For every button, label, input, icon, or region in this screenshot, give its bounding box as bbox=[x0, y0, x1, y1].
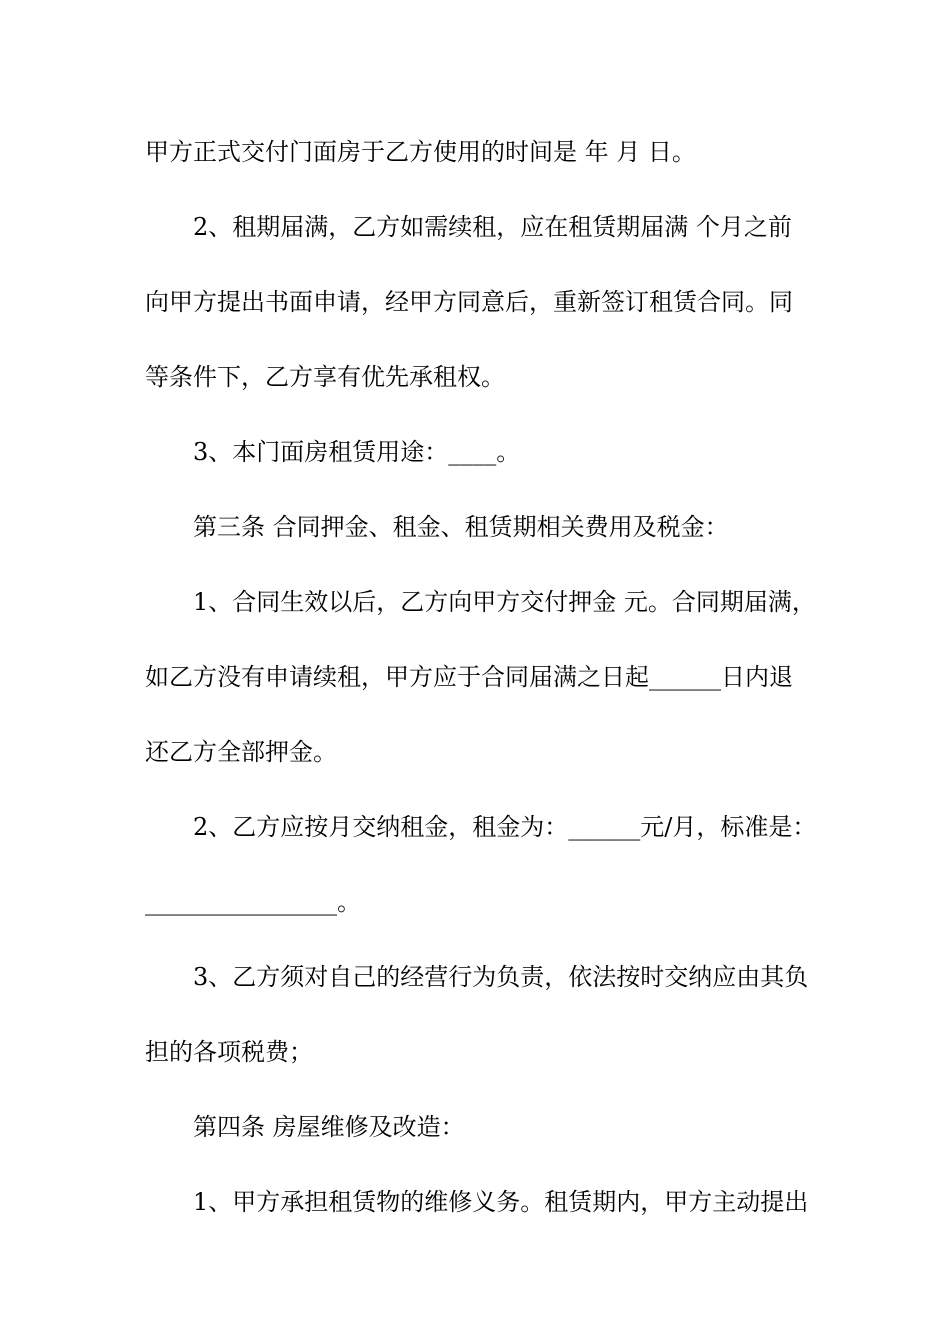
text-line: 如乙方没有申请续租，甲方应于合同届满之日起______日内退 bbox=[145, 663, 793, 691]
text-line: 甲方正式交付门面房于乙方使用的时间是 年 月 日。 bbox=[145, 138, 696, 166]
section-heading: 第四条 房屋维修及改造： bbox=[193, 1113, 465, 1141]
section-heading: 第三条 合同押金、租金、租赁期相关费用及税金： bbox=[193, 513, 729, 541]
text-line: 3、乙方须对自己的经营行为负责，依法按时交纳应由其负 bbox=[193, 963, 809, 991]
text-line: 2、乙方应按月交纳租金，租金为：______元/月，标准是： bbox=[193, 813, 817, 841]
text-line: 1、合同生效以后，乙方向甲方交付押金 元。合同期届满， bbox=[193, 588, 816, 616]
text-line: 等条件下，乙方享有优先承租权。 bbox=[145, 363, 505, 391]
text-line: 2、租期届满，乙方如需续租，应在租赁期届满 个月之前 bbox=[193, 213, 792, 241]
text-line: 1、甲方承担租赁物的维修义务。租赁期内，甲方主动提出 bbox=[193, 1188, 809, 1216]
text-line: 还乙方全部押金。 bbox=[145, 738, 337, 766]
text-line: 担的各项税费； bbox=[145, 1038, 313, 1066]
text-line: 向甲方提出书面申请，经甲方同意后，重新签订租赁合同。同 bbox=[145, 288, 793, 316]
text-line: ________________。 bbox=[145, 888, 361, 916]
text-line: 3、本门面房租赁用途：____。 bbox=[193, 438, 521, 466]
